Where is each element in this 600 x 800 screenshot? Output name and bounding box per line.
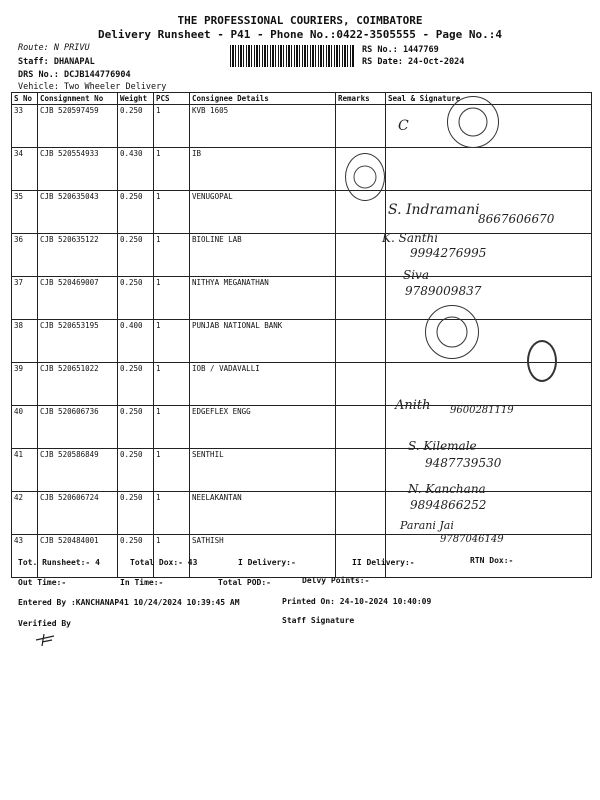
signature-42: N. Kanchana: [408, 482, 486, 496]
row-remarks: [336, 535, 386, 578]
row-sno: 41: [12, 449, 38, 492]
table-body: [12, 105, 592, 578]
document-title: THE PROFESSIONAL COURIERS, COIMBATORE: [177, 14, 423, 27]
row-consignee: SENTHIL: [190, 449, 336, 492]
phone-37: 9789009837: [405, 284, 482, 298]
row-sno: 33: [12, 105, 38, 148]
barcode-image: [230, 45, 355, 67]
col-weight: Weight: [118, 93, 154, 105]
in-time: In Time:-: [120, 578, 164, 587]
table-row: [12, 320, 592, 363]
table-row: [12, 148, 592, 191]
row-weight: 0.430: [118, 148, 154, 191]
verified-by: Verified By: [18, 619, 71, 628]
row-signature: [386, 148, 592, 191]
row-remarks: [336, 449, 386, 492]
col-seal-signature: Seal & Signature: [386, 93, 592, 105]
row-sno: 39: [12, 363, 38, 406]
phone-36: 9994276995: [410, 246, 487, 260]
row-consignment: CJB 520651022: [38, 363, 118, 406]
phone-40: 9600281119: [450, 405, 514, 416]
row-weight: 0.250: [118, 449, 154, 492]
row-weight: 0.250: [118, 535, 154, 578]
table-row: [12, 277, 592, 320]
i-delivery: I Delivery:-: [238, 558, 296, 567]
runsheet-table: [11, 92, 592, 578]
rtn-dox: RTN Dox:-: [470, 556, 514, 565]
row-remarks: [336, 492, 386, 535]
ii-delivery: II Delivery:-: [352, 558, 415, 567]
entered-by: Entered By :KANCHANAP41 10/24/2024 10:39:45 AM: [18, 598, 240, 607]
signature-40: Anith: [395, 398, 431, 413]
row-sno: 43: [12, 535, 38, 578]
row-remarks: [336, 234, 386, 277]
total-dox: Total Dox:- 43: [130, 558, 198, 567]
row-consignment: CJB 520586849: [38, 449, 118, 492]
signature-43: Parani Jai: [400, 519, 454, 532]
row-weight: 0.250: [118, 277, 154, 320]
row-remarks: [336, 363, 386, 406]
row-pcs: 1: [154, 492, 190, 535]
row-consignment: CJB 520484001: [38, 535, 118, 578]
document-subtitle: Delivery Runsheet - P41 - Phone No.:0422-3505555 - Page No.:4: [98, 28, 502, 41]
row-weight: 0.250: [118, 234, 154, 277]
row-remarks: [336, 406, 386, 449]
row-pcs: 1: [154, 277, 190, 320]
total-pod: Total POD:-: [218, 578, 271, 587]
scribble-signature-icon: [527, 340, 557, 382]
row-signature: [386, 277, 592, 320]
row-sno: 34: [12, 148, 38, 191]
row-remarks: [336, 320, 386, 363]
row-remarks: [336, 277, 386, 320]
rs-number: RS No.: 1447769: [362, 45, 439, 55]
row-pcs: 1: [154, 449, 190, 492]
row-consignee: IB: [190, 148, 336, 191]
table-row: [12, 105, 592, 148]
row-consignment: CJB 520597459: [38, 105, 118, 148]
route-label: Route: N PRIVU: [18, 43, 90, 53]
phone-41: 9487739530: [425, 456, 502, 470]
row-consignment: CJB 520635043: [38, 191, 118, 234]
signature-33: C: [398, 118, 409, 134]
rs-date: RS Date: 24-Oct-2024: [362, 57, 465, 67]
row-sno: 42: [12, 492, 38, 535]
row-consignee: VENUGOPAL: [190, 191, 336, 234]
signature-35: S. Indramani: [388, 202, 480, 218]
delvy-points: Delvy Points:-: [302, 576, 370, 585]
phone-35: 8667606670: [478, 212, 555, 226]
row-consignee: NITHYA MEGANATHAN: [190, 277, 336, 320]
round-seal-stamp: [345, 153, 385, 201]
initials-mark-icon: [34, 632, 62, 652]
row-consignment: CJB 520653195: [38, 320, 118, 363]
row-remarks: [336, 105, 386, 148]
row-sno: 40: [12, 406, 38, 449]
table-row: [12, 449, 592, 492]
staff-label: Staff: DHANAPAL: [18, 57, 95, 67]
phone-43: 9787046149: [440, 534, 504, 545]
row-consignment: CJB 520554933: [38, 148, 118, 191]
row-consignee: BIOLINE LAB: [190, 234, 336, 277]
row-consignee: NEELAKANTAN: [190, 492, 336, 535]
row-consignee: SATHISH: [190, 535, 336, 578]
row-weight: 0.400: [118, 320, 154, 363]
col-sno: S No: [12, 93, 38, 105]
drs-number: DRS No.: DCJB144776904: [18, 70, 131, 80]
table-header-row: [12, 93, 592, 105]
row-weight: 0.250: [118, 363, 154, 406]
row-consignee: EDGEFLEX ENGG: [190, 406, 336, 449]
row-weight: 0.250: [118, 105, 154, 148]
printed-on: Printed On: 24-10-2024 10:40:09: [282, 597, 432, 606]
row-pcs: 1: [154, 363, 190, 406]
row-consignee: KVB 1605: [190, 105, 336, 148]
col-consignment: Consignment No: [38, 93, 118, 105]
out-time: Out Time:-: [18, 578, 67, 587]
row-consignee: IOB / VADAVALLI: [190, 363, 336, 406]
row-consignment: CJB 520606736: [38, 406, 118, 449]
row-consignment: CJB 520606724: [38, 492, 118, 535]
bank-seal-stamp: [447, 96, 499, 148]
signature-41: S. Kilemale: [408, 439, 477, 453]
signature-36: K. Santhi: [382, 231, 439, 245]
seal-ring-icon: [448, 97, 498, 147]
table-row: [12, 492, 592, 535]
row-sno: 38: [12, 320, 38, 363]
row-pcs: 1: [154, 148, 190, 191]
row-sno: 37: [12, 277, 38, 320]
row-pcs: 1: [154, 320, 190, 363]
phone-42: 9894866252: [410, 498, 487, 512]
row-weight: 0.250: [118, 191, 154, 234]
row-sno: 35: [12, 191, 38, 234]
row-pcs: 1: [154, 191, 190, 234]
staff-signature: Staff Signature: [282, 616, 355, 625]
table-row: [12, 234, 592, 277]
row-pcs: 1: [154, 406, 190, 449]
seal-ring-icon: [426, 306, 478, 358]
signature-37: Siva: [403, 268, 429, 282]
row-sno: 36: [12, 234, 38, 277]
tot-runsheet: Tot. Runsheet:- 4: [18, 558, 100, 567]
row-pcs: 1: [154, 535, 190, 578]
row-consignee: PUNJAB NATIONAL BANK: [190, 320, 336, 363]
table-row: [12, 363, 592, 406]
row-weight: 0.250: [118, 406, 154, 449]
row-pcs: 1: [154, 105, 190, 148]
vehicle-label: Vehicle: Two Wheeler Delivery: [18, 82, 167, 92]
col-consignee: Consignee Details: [190, 93, 336, 105]
row-consignment: CJB 520635122: [38, 234, 118, 277]
row-weight: 0.250: [118, 492, 154, 535]
col-pcs: PCS: [154, 93, 190, 105]
seal-ring-icon: [346, 154, 384, 200]
col-remarks: Remarks: [336, 93, 386, 105]
row-signature: [386, 320, 592, 363]
pnb-seal-stamp: [425, 305, 479, 359]
row-consignment: CJB 520469007: [38, 277, 118, 320]
row-pcs: 1: [154, 234, 190, 277]
